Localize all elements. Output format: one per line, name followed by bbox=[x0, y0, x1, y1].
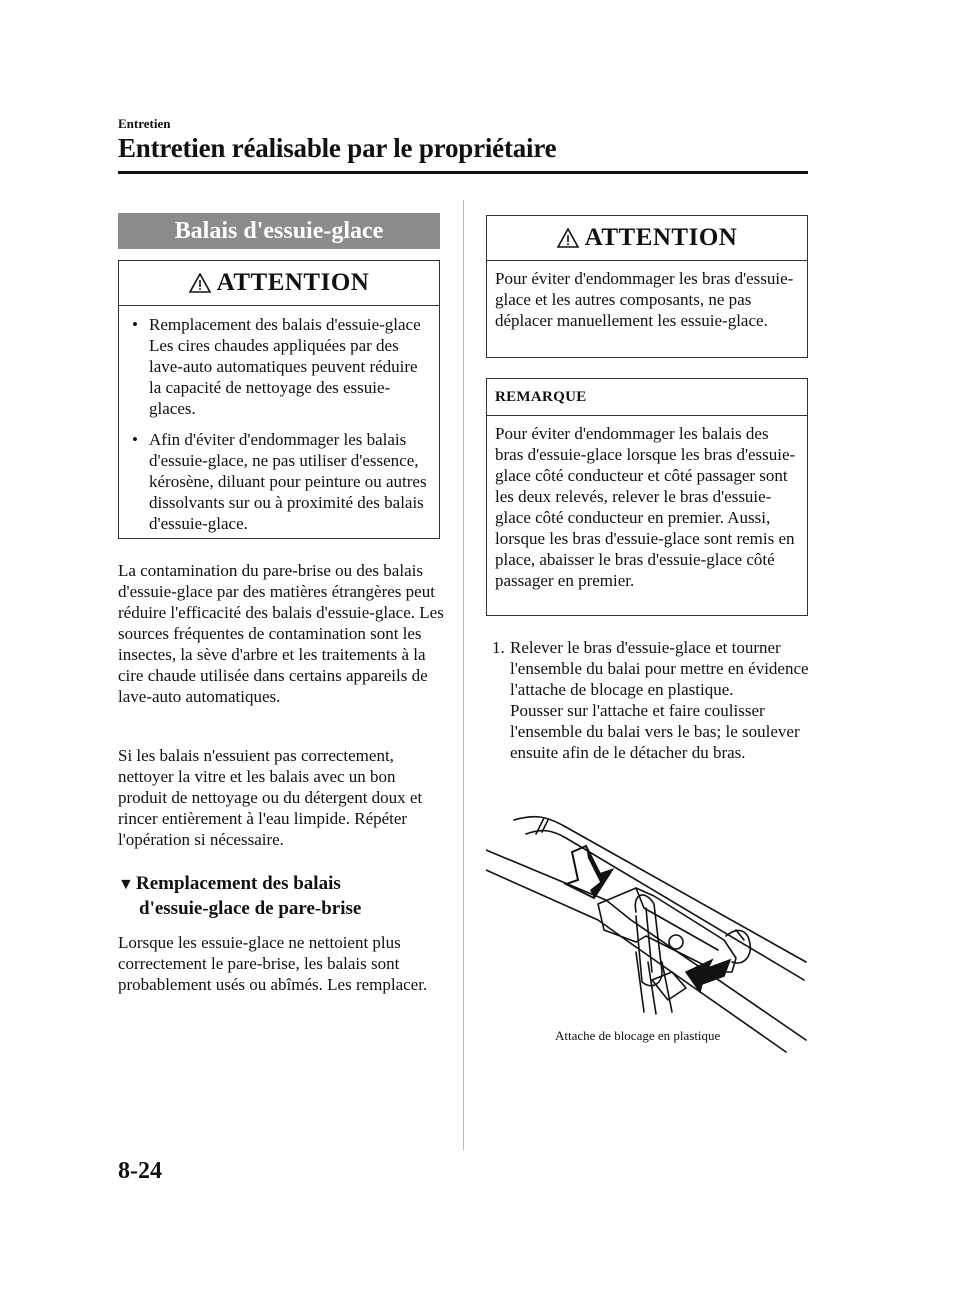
column-divider bbox=[463, 200, 464, 1150]
attention-title: ATTENTION bbox=[216, 269, 370, 296]
page-number: 8-24 bbox=[118, 1158, 162, 1184]
triangle-down-icon: ▼ bbox=[118, 876, 134, 893]
section-label: Entretien bbox=[118, 116, 171, 131]
illustration-caption: Attache de blocage en plastique bbox=[555, 1028, 721, 1043]
paragraph-contamination: La contamination du pare-brise ou des balais d'essuie-glace par des matières étrangères peut réduire l'efficacité des balais d'essuie-glace. Les sources fréquentes de contamination sont les insectes, la sève d'arbre et les traitements à la cire chaude utilisée dans certains appareils de lave-auto automatiques. bbox=[118, 561, 444, 706]
paragraph-cleaning: Si les balais n'essuient pas correctement, nettoyer la vitre et les balais avec un bon produit de nettoyage ou du détergent doux et rincer entièrement à l'eau limpide. Répéter l'opération si nécessaire. bbox=[118, 746, 423, 849]
note-box bbox=[486, 378, 808, 616]
list-item: • Afin d'éviter d'endommager les balais d'essuie-glace, ne pas utiliser d'essence, kérosène, diluant pour peinture ou autres dissolvants sur ou à proximité des balais d'essuie-glace. bbox=[127, 429, 431, 534]
attention-box-right bbox=[486, 215, 808, 358]
subheading-line-1: Remplacement des balais bbox=[136, 873, 341, 894]
warning-icon bbox=[189, 273, 211, 293]
list-item: • Remplacement des balais d'essuie-glace Les cires chaudes appliquées par des lave-auto automatiques peuvent réduire la capacité de nettoyage des essuie-glaces. bbox=[127, 314, 431, 419]
step-1 bbox=[492, 637, 814, 763]
step-text-2: Pousser sur l'attache et faire coulisser l'ensemble du balai vers le bas; le soulever ensuite afin de le détacher du bras. bbox=[510, 701, 800, 762]
note-text: Pour éviter d'endommager les balais des bras d'essuie-glace lorsque les bras d'essuie-glace côté conducteur et côté passager sont les deux relevés, relever le bras d'essuie-glace côté conducteur en premier. Aussi, lorsque les bras d'essuie-glace sont remis en place, abaisser le bras d'essuie-glace côté passager en premier. bbox=[495, 424, 796, 590]
attention-header bbox=[119, 261, 439, 306]
attention-box-left bbox=[118, 260, 440, 539]
note-title: REMARQUE bbox=[487, 379, 807, 416]
attention-header bbox=[487, 216, 807, 261]
step-number: 1. bbox=[492, 638, 505, 657]
attention-title: ATTENTION bbox=[584, 224, 738, 251]
subheading bbox=[118, 872, 448, 921]
step-text-1: Relever le bras d'essuie-glace et tourner l'ensemble du balai pour mettre en évidence l'attache de blocage en plastique. bbox=[510, 638, 809, 699]
warning-icon bbox=[557, 228, 579, 248]
subheading-line-2: d'essuie-glace de pare-brise bbox=[139, 898, 362, 919]
title-rule bbox=[118, 171, 808, 174]
attention-list bbox=[119, 306, 439, 534]
page-title: Entretien réalisable par le propriétaire bbox=[118, 133, 557, 163]
section-heading: Balais d'essuie-glace bbox=[118, 213, 440, 249]
attention-text: Pour éviter d'endommager les bras d'essuie-glace et les autres composants, ne pas déplacer manuellement les essuie-glace. bbox=[495, 269, 794, 330]
paragraph-replacement: Lorsque les essuie-glace ne nettoient plus correctement le pare-brise, les balais sont probablement usés ou abîmés. Les remplacer. bbox=[118, 933, 428, 994]
